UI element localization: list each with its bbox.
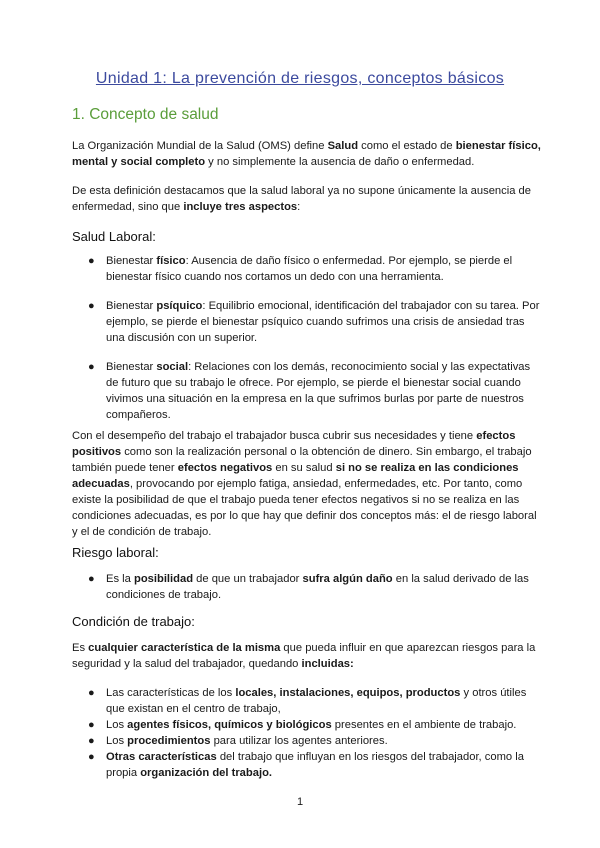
text-run: : [297, 201, 301, 213]
text-run: en la salud derivado de las condiciones de trabajo. [106, 573, 529, 601]
salud-laboral-list [72, 253, 542, 423]
bullet-icon: ● [88, 735, 95, 747]
text-run: de que un trabajador [193, 573, 303, 585]
text-run: Los [106, 735, 128, 747]
text-run: Las características de los [106, 687, 236, 699]
text-run: como el estado de [358, 140, 456, 152]
text-run: para utilizar los agentes anteriores. [210, 735, 388, 747]
text-run: Con el desempeño del trabajo el trabajador busca cubrir sus necesidades y tiene [72, 430, 477, 442]
bold-text: cualquier característica de la misma [88, 642, 281, 654]
text-run: : Relaciones con los demás, reconocimiento social y las expectativas de futuro que su trabajo le ofrece. Por ejemplo, se pierde el bienestar social cuando vivimos una situación en la empresa en la que sufrimos burlas por parte de nuestros compañeros. [106, 361, 531, 421]
bold-text: posibilidad [133, 573, 194, 585]
desempeno-paragraph [72, 428, 542, 540]
bold-text: locales, instalaciones, equipos, productos [235, 687, 461, 699]
text-run: Es [72, 642, 89, 654]
bold-text: agentes físicos, químicos y biológicos [127, 719, 332, 731]
list-item [72, 749, 542, 781]
text-run: y no simplemente la ausencia de daño o enfermedad. [205, 156, 475, 168]
text-run: presentes en el ambiente de trabajo. [331, 719, 517, 731]
text-run: , provocando por ejemplo fatiga, ansiedad, enfermedades, etc. Por tanto, como existe la posibilidad de que el trabajo pueda tener efectos negativos si no se realiza en las condiciones adecuadas, es por lo que hay que definir dos conceptos más: el de riesgo laboral y el de condición de trabajo. [72, 478, 537, 538]
bold-text: si no se realiza en las condiciones adecuadas [72, 462, 519, 490]
text-run: De esta definición destacamos que la salud laboral ya no supone únicamente la ausencia de enfermedad, sino que [72, 185, 531, 213]
bullet-icon: ● [88, 255, 95, 267]
bullet-icon: ● [88, 719, 95, 731]
bold-text: incluidas: [301, 658, 354, 670]
text-run: Bienestar [106, 300, 157, 312]
text-run: Los [106, 719, 128, 731]
bold-text: físico [156, 255, 186, 267]
bullet-icon: ● [88, 361, 95, 373]
text-run: en su salud [272, 462, 336, 474]
bullet-icon: ● [88, 687, 95, 699]
page-number: 1 [296, 796, 304, 808]
intro-paragraph-2 [72, 183, 542, 215]
text-run: y otros útiles que existan en el centro de trabajo, [106, 687, 527, 715]
text-run: : Equilibrio emocional, identificación del trabajador con su tarea. Por ejemplo, se pierde el bienestar psíquico cuando sufrimos una crisis de ansiedad tras una discusión con un superior. [106, 300, 540, 344]
text-run: Bienestar [106, 361, 157, 373]
bullet-icon: ● [88, 751, 95, 763]
condicion-trabajo-intro [72, 640, 542, 672]
list-item [72, 571, 542, 603]
bullet-icon: ● [88, 573, 95, 585]
intro-paragraph-1 [72, 138, 542, 170]
bold-text: efectos positivos [72, 430, 516, 458]
text-run: Bienestar [106, 255, 157, 267]
riesgo-laboral-list [72, 571, 542, 603]
bold-text: procedimientos [127, 735, 211, 747]
text-run: que pueda influir en que aparezcan riesgos para la seguridad y la salud del trabajador, quedando [72, 642, 536, 670]
bold-text: incluye tres aspectos [183, 201, 298, 213]
condicion-trabajo-list [72, 685, 542, 781]
salud-laboral-heading: Salud Laboral: [72, 229, 156, 244]
document-title: Unidad 1: La prevención de riesgos, conceptos básicos [95, 70, 505, 87]
bold-text: bienestar físico, mental y social completo [72, 140, 541, 168]
list-item [72, 359, 542, 423]
bold-text: organización del trabajo. [140, 767, 273, 779]
bold-text: efectos negativos [177, 462, 273, 474]
list-item [72, 717, 542, 733]
list-item [72, 298, 542, 346]
riesgo-laboral-heading: Riesgo laboral: [72, 545, 159, 560]
text-run: Es la [106, 573, 134, 585]
list-item [72, 253, 542, 285]
list-item [72, 685, 542, 717]
bold-text: Otras características [106, 751, 217, 763]
bold-text: social [156, 361, 189, 373]
bullet-icon: ● [88, 300, 95, 312]
bold-text: Salud [327, 140, 359, 152]
condicion-trabajo-heading: Condición de trabajo: [72, 614, 195, 629]
bold-text: sufra algún daño [302, 573, 393, 585]
bold-text: psíquico [156, 300, 203, 312]
text-run: : Ausencia de daño físico o enfermedad. Por ejemplo, se pierde el bienestar físico cuando nos cortamos un dedo con una herramienta. [106, 255, 513, 283]
text-run: La Organización Mundial de la Salud (OMS) define [72, 140, 328, 152]
text-run: como son la realización personal o la obtención de dinero. Sin embargo, el trabajo también puede tener [72, 446, 532, 474]
text-run: del trabajo que influyan en los riesgos del trabajador, como la propia [106, 751, 524, 779]
section-heading: 1. Concepto de salud [72, 106, 219, 123]
list-item [72, 733, 542, 749]
